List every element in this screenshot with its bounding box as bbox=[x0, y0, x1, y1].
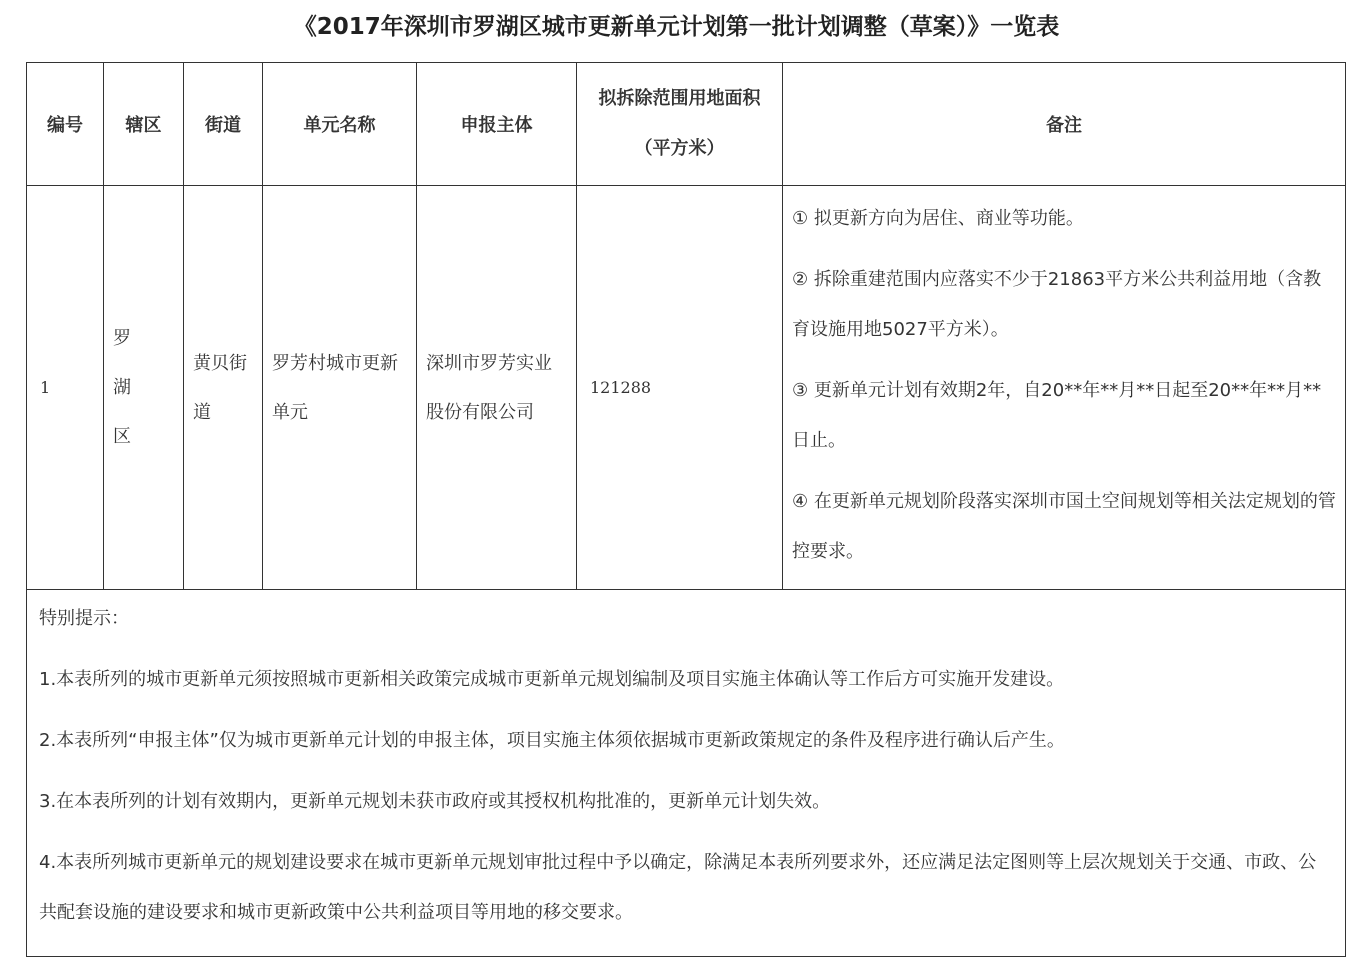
notice-item: 2.本表所列“申报主体”仅为城市更新单元计划的申报主体，项目实施主体须依据城市更新政策规定的条件及程序进行确认后产生。 bbox=[39, 730, 1065, 751]
remark-item: ② 拆除重建范围内应落实不少于21863平方米公共利益用地（含教育设施用地5027平方米）。 bbox=[792, 269, 1322, 340]
header-area-line2: （平方米） bbox=[634, 138, 725, 159]
remark-item: ③ 更新单元计划有效期2年，自20**年**月**日起至20**年**月**日止。 bbox=[792, 380, 1322, 451]
remark-item: ④ 在更新单元规划阶段落实深圳市国土空间规划等相关法定规划的管控要求。 bbox=[792, 491, 1336, 562]
cell-street: 黄贝街道 bbox=[184, 186, 263, 590]
header-area bbox=[577, 63, 783, 186]
cell-remarks bbox=[783, 186, 1346, 590]
header-number: 编号 bbox=[27, 63, 104, 186]
cell-unit-name: 罗芳村城市更新单元 bbox=[263, 186, 417, 590]
header-remarks: 备注 bbox=[783, 63, 1346, 186]
cell-number: 1 bbox=[27, 186, 104, 590]
page-title: 《2017年深圳市罗湖区城市更新单元计划第一批计划调整（草案）》一览表 bbox=[293, 14, 1060, 40]
notice-item: 3.在本表所列的计划有效期内，更新单元规划未获市政府或其授权机构批准的，更新单元计划失效。 bbox=[39, 791, 831, 812]
header-area-line1: 拟拆除范围用地面积 bbox=[598, 88, 761, 109]
notice-cell bbox=[27, 590, 1346, 957]
notice-title: 特别提示： bbox=[39, 608, 129, 629]
notice-item: 4.本表所列城市更新单元的规划建设要求在城市更新单元规划审批过程中予以确定，除满足本表所列要求外，还应满足法定图则等上层次规划关于交通、市政、公共配套设施的建设要求和城市更新政策中公共利益项目等用地的移交要求。 bbox=[39, 852, 1317, 923]
plan-table bbox=[26, 62, 1346, 957]
cell-applicant: 深圳市罗芳实业股份有限公司 bbox=[417, 186, 577, 590]
cell-area: 121288 bbox=[577, 186, 783, 590]
header-street: 街道 bbox=[184, 63, 263, 186]
remark-item: ① 拟更新方向为居住、商业等功能。 bbox=[792, 208, 1084, 229]
header-district: 辖区 bbox=[104, 63, 184, 186]
header-applicant: 申报主体 bbox=[417, 63, 577, 186]
notice-item: 1.本表所列的城市更新单元须按照城市更新相关政策完成城市更新单元规划编制及项目实施主体确认等工作后方可实施开发建设。 bbox=[39, 669, 1065, 690]
notice-row bbox=[27, 590, 1346, 957]
table-row bbox=[27, 186, 1346, 590]
table-header-row bbox=[27, 63, 1346, 186]
header-unit-name: 单元名称 bbox=[263, 63, 417, 186]
cell-district: 罗湖区 bbox=[104, 186, 184, 590]
